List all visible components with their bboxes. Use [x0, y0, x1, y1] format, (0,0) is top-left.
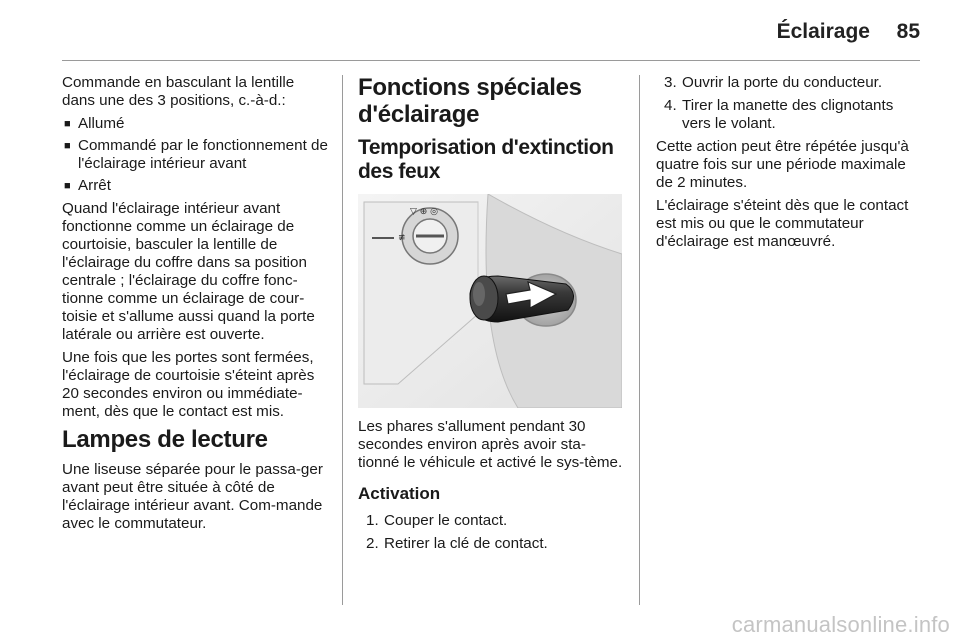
list-item: ■ Arrêt — [64, 177, 111, 194]
list-item: ■ Allumé — [64, 115, 125, 132]
page-number: 85 — [896, 20, 920, 43]
activation-steps — [358, 512, 626, 553]
bullet-icon: ■ — [64, 180, 71, 192]
list-item: 2. Retirer la clé de contact. — [366, 535, 548, 552]
body-paragraph: Quand l'éclairage intérieur avant fonctionne comme un éclairage de courtoisie, basculer la lentille de l'éclairage du coffre dans sa position centrale ; l'éclairage du coffre fonc-tionne comme un éclairage de cour-toisie et s'allume aussi quand la porte latérale ou arrière est ouverte. — [62, 200, 315, 343]
list-item: 4. Tirer la manette des clignotants vers le volant. — [664, 97, 894, 132]
heading-lampes-de-lecture: Lampes de lecture — [62, 426, 268, 453]
page-title: Éclairage — [776, 20, 870, 43]
sub-heading: Temporisation d'extinction des feux — [358, 136, 614, 183]
list-item: ■ Commandé par le fonctionnement de l'éclairage intérieur avant — [64, 137, 328, 172]
illustration-light-switch — [358, 194, 622, 408]
bullet-icon: ■ — [64, 118, 71, 130]
list-item: 3. Ouvrir la porte du conducteur. — [664, 74, 883, 91]
body-paragraph: Une liseuse séparée pour le passa-ger avant peut être située à côté de l'éclairage intérieur avant. Com-mande avec le commutateur. — [62, 461, 323, 532]
intro-text: Commande en basculant la lentille dans une des 3 positions, c.-à-d.: — [62, 74, 295, 109]
list-item: 1. Couper le contact. — [366, 512, 508, 529]
body-paragraph: Cette action peut être répétée jusqu'à quatre fois sur une période maximale de 2 minutes. — [656, 138, 909, 191]
activation-steps-continued — [656, 74, 922, 133]
column-divider-1 — [342, 75, 343, 605]
body-paragraph: Une fois que les portes sont fermées, l'éclairage de courtoisie s'éteint après 20 secondes environ ou immédiate-ment, dès que le contact est mis. — [62, 349, 315, 420]
column-divider-2 — [639, 75, 640, 605]
header-divider — [62, 60, 920, 61]
column-middle — [358, 74, 626, 558]
watermark: carmanualsonline.info — [731, 612, 950, 637]
position-list — [62, 115, 330, 195]
illustration-svg — [358, 194, 622, 408]
svg-text:▽ ⊕ ◎: ▽ ⊕ ◎ — [410, 207, 439, 217]
section-heading: Fonctions spéciales d'éclairage — [358, 74, 582, 128]
svg-text:≢: ≢ — [398, 233, 406, 243]
body-paragraph: L'éclairage s'éteint dès que le contact est mis ou que le commutateur d'éclairage est manœuvré. — [656, 197, 909, 250]
figure-caption: Les phares s'allument pendant 30 secondes environ après avoir sta-tionné le véhicule et activé le sys-tème. — [358, 418, 623, 471]
activation-heading: Activation — [358, 484, 441, 503]
column-right — [656, 74, 922, 256]
bullet-icon: ■ — [64, 140, 71, 152]
column-left — [62, 74, 330, 538]
